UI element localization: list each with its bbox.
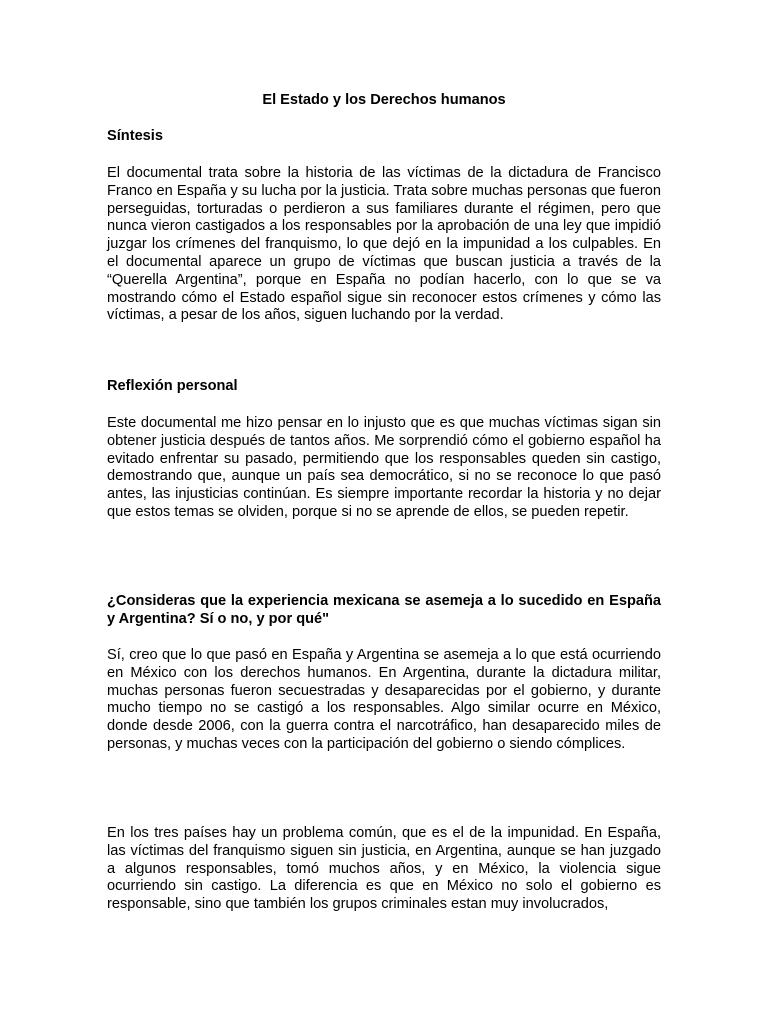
section-heading-reflexion: Reflexión personal [107,378,238,394]
section-heading-pregunta: ¿Consideras que la experiencia mexicana se asemeja a lo sucedido en España y Argentina? Sí o no, y por qué" [107,593,661,627]
document-page [107,0,661,1024]
paragraph-sintesis: El documental trata sobre la historia de las víctimas de la dictadura de Francisco Franco en España y su lucha por la justicia. Trata sobre muchas personas que fueron perseguidas, torturadas o perdieron a sus familiares durante el régimen, pero que nunca vieron castigados a los responsables por la aprobación de una ley que impidió juzgar los crímenes del franquismo, lo que dejó en la impunidad a los culpables. En el documental aparece un grupo de víctimas que buscan justicia a través de la “Querella Argentina”, porque en España no podían hacerlo, con lo que se va mostrando cómo el Estado español sigue sin reconocer estos crímenes y cómo las víctimas, a pesar de los años, siguen luchando por la verdad. [107,165,661,324]
paragraph-respuesta-1: Sí, creo que lo que pasó en España y Argentina se asemeja a lo que está ocurriendo en México con los derechos humanos. En Argentina, durante la dictadura militar, muchas personas fueron secuestradas y desaparecidas por el gobierno, y durante mucho tiempo no se castigó a los responsables. Algo similar ocurre en México, donde desde 2006, con la guerra contra el narcotráfico, han desaparecido miles de personas, y muchas veces con la participación del gobierno o siendo cómplices. [107,647,661,752]
paragraph-respuesta-2: En los tres países hay un problema común, que es el de la impunidad. En España, las víctimas del franquismo siguen sin justicia, en Argentina, aunque se han juzgado a algunos responsables, tomó muchos años, y en México, la violencia sigue ocurriendo sin castigo. La diferencia es que en México no solo el gobierno es responsable, sino que también los grupos criminales estan muy involucrados, [107,825,661,913]
paragraph-reflexion: Este documental me hizo pensar en lo injusto que es que muchas víctimas sigan sin obtener justicia después de tantos años. Me sorprendió cómo el gobierno español ha evitado enfrentar su pasado, permitiendo que los responsables queden sin castigo, demostrando que, aunque un país sea democrático, si no se reconoce lo que pasó antes, las injusticias continúan. Es siempre importante recordar la historia y no dejar que estos temas se olviden, porque si no se aprende de ellos, se pueden repetir. [107,415,661,520]
document-title: El Estado y los Derechos humanos [262,92,506,108]
section-heading-sintesis: Síntesis [107,128,163,144]
